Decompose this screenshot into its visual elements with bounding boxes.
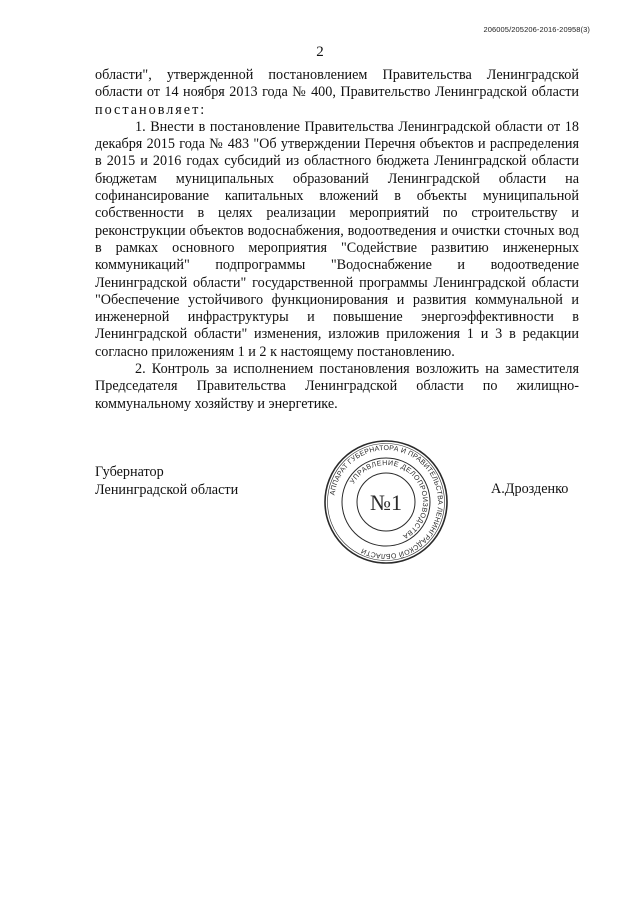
page-number: 2: [316, 44, 324, 60]
document-id: 206005/205206-2016-20958(3): [483, 25, 590, 34]
signatory-title-line1: Губернатор: [95, 464, 164, 480]
seal-inner-text: УПРАВЛЕНИЕ ДЕЛОПРОИЗВОДСТВА: [349, 459, 429, 540]
seal-number: №1: [370, 490, 402, 515]
document-body: [95, 67, 579, 413]
signatory-title: [95, 463, 238, 499]
paragraph-item-2: 2. Контроль за исполнением постановления возложить на заместителя Председателя Правительства Ленинградской области по жилищно-коммунальному хозяйству и энергетике.: [95, 361, 579, 412]
signatory-name: А.Дрозденко: [491, 481, 569, 497]
signatory-title-line2: Ленинградской области: [95, 482, 239, 498]
seal-outer-text: АППАРАТ ГУБЕРНАТОРА И ПРАВИТЕЛЬСТВА ЛЕНИНГРАДСКОЙ ОБЛАСТИ: [329, 444, 444, 560]
intro-text: области", утвержденной постановлением Правительства Ленинградской области от 14 ноября 2013 года № 400, Правительство Ленинградской области: [95, 67, 579, 101]
official-seal-stamp: [322, 438, 450, 566]
intro-paragraph: [95, 67, 579, 119]
postanovlyaet-word: постановляет:: [95, 101, 207, 118]
paragraph-item-1: 1. Внести в постановление Правительства Ленинградской области от 18 декабря 2015 года № 483 "Об утверждении Перечня объектов и распределения в 2015 и 2016 годах субсидий из областного бюджета Ленинградской области бюджетам муниципальных образований Ленинградской области на софинансирование капитальных вложений в объекты муниципальной собственности в целях реализации мероприятий по строительству и реконструкции объектов водоснабжения, водоотведения и очистки сточных вод в рамках основного мероприятия "Содействие развитию инженерных коммуникаций" подпрограммы "Водоснабжение и водоотведение Ленинградской области" государственной программы Ленинградской области "Обеспечение устойчивого функционирования и развития коммунальной и инженерной инфраструктуры и повышение энергоэффективности в Ленинградской области" изменения, изложив приложения 1 и 3 в редакции согласно приложениям 1 и 2 к настоящему постановлению.: [95, 118, 579, 360]
